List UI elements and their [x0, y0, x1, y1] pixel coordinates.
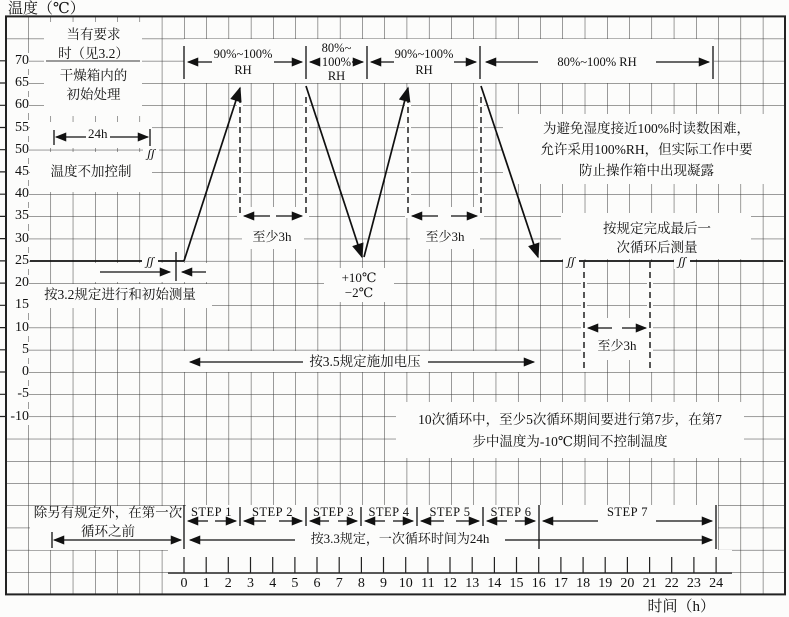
y-axis-label: 35	[7, 208, 29, 224]
y-axis-label: -5	[7, 386, 29, 402]
y-axis-label: 30	[7, 231, 29, 247]
y-axis-label: 10	[7, 320, 29, 336]
x-axis-label: 10	[398, 576, 413, 591]
x-axis-label: 22	[664, 576, 679, 591]
y-axis-label: 40	[7, 186, 29, 202]
condensation-line1: 为避免湿度接近100%时读数困难，	[543, 121, 750, 136]
pretreatment-line1: 当有要求	[66, 27, 121, 42]
step-label: STEP 5	[429, 505, 471, 519]
svg-text:ʃʃ: ʃʃ	[678, 253, 686, 269]
x-axis-label: 1	[202, 576, 210, 591]
cycle-duration-note: 按3.3规定，一次循环时间为24h	[300, 531, 500, 547]
pretreatment-note	[45, 25, 142, 104]
x-axis-label: 2	[224, 576, 232, 591]
x-axis-label: 4	[269, 576, 277, 591]
x-axis-label: 13	[465, 576, 480, 591]
pretreatment-line2: 时（见3.2）	[58, 46, 129, 61]
y-axis-label: 60	[7, 97, 29, 113]
tolerance-line1: +10℃	[341, 270, 377, 285]
step-label: STEP 4	[368, 505, 410, 519]
cycles-note-line1: 10次循环中，至少5次循环期间要进行第7步，在第7	[418, 412, 722, 427]
x-axis-label: 3	[247, 576, 254, 591]
x-axis-label: 15	[509, 576, 524, 591]
svg-text:ʃʃ: ʃʃ	[567, 253, 575, 269]
duration-24h-label: 24h	[88, 126, 108, 141]
initial-measurement-note: 按3.2规定进行和初始测量	[44, 287, 196, 302]
x-axis-label: 9	[380, 576, 387, 591]
y-axis-label: 55	[7, 120, 29, 136]
x-axis-label: 7	[335, 576, 343, 591]
final-measurement-line1: 按规定完成最后一	[603, 221, 711, 236]
y-axis-label: -10	[7, 409, 29, 425]
y-axis-label: 15	[7, 297, 29, 313]
final-measurement-line2: 次循环后测量	[616, 240, 698, 255]
x-axis-label: 14	[487, 576, 502, 591]
step-label: STEP 7	[606, 505, 649, 519]
y-axis-label: 5	[7, 342, 29, 358]
step-label: STEP 1	[190, 505, 233, 519]
voltage-note: 按3.5规定施加电压	[309, 354, 421, 369]
rh-band-1-line2: RH	[234, 63, 252, 77]
y-axis-label: 25	[7, 253, 29, 269]
x-axis-label: 19	[598, 576, 613, 591]
pretreatment-line4: 初始处理	[66, 87, 121, 102]
condensation-line3: 防止操作箱中出现凝露	[579, 163, 714, 178]
no-temp-control-note: 温度不加控制	[50, 164, 132, 179]
x-axis-label: 23	[686, 576, 701, 591]
cycles-note-line2: 步中温度为-10℃期间不控制温度	[472, 434, 668, 449]
x-axis-label: 21	[642, 576, 657, 591]
x-axis-label: 24	[709, 576, 724, 591]
min-3h-label-2: 至少3h	[425, 229, 465, 244]
pretreatment-line3: 干燥箱内的	[59, 68, 128, 83]
before-first-cycle-note	[32, 503, 184, 541]
x-axis-title: 时间（h）	[647, 599, 715, 615]
rh-band-3-line2: RH	[415, 63, 433, 77]
rh-band-4-label: 80%~100% RH	[557, 55, 637, 69]
x-axis-label: 8	[357, 576, 365, 591]
tolerance-label	[324, 270, 394, 300]
y-axis-label: 45	[7, 164, 29, 180]
rh-band-1-label	[203, 46, 283, 78]
rh-band-2-label	[308, 41, 365, 83]
y-axis-label: 0	[7, 364, 29, 380]
condensation-line2: 允许采用100%RH，但实际工作中要	[540, 142, 753, 157]
rh-band-2-line2: 100%	[321, 55, 352, 69]
step-label: STEP 3	[312, 505, 355, 519]
x-axis-label: 18	[576, 576, 591, 591]
x-axis-label: 20	[620, 576, 635, 591]
rh-band-1-line1: 90%~100%	[213, 47, 273, 61]
y-axis-label: 65	[7, 75, 29, 91]
final-measurement-note	[564, 219, 750, 257]
x-axis-label: 0	[180, 576, 188, 591]
x-axis-label: 5	[291, 576, 299, 591]
svg-text:ʃʃ: ʃʃ	[146, 253, 154, 269]
x-axis-label: 11	[421, 576, 435, 591]
y-axis-title: 温度（℃）	[8, 1, 85, 17]
y-axis-label: 20	[7, 275, 29, 291]
x-axis-label: 17	[553, 576, 568, 591]
rh-band-2-line1: 80%~	[321, 41, 352, 55]
min-3h-label-3: 至少3h	[597, 338, 637, 353]
cycles-note	[398, 409, 742, 453]
before-first-cycle-line1: 除另有规定外，在第一次	[33, 505, 183, 520]
rh-band-3-line1: 90%~100%	[394, 47, 454, 61]
x-axis-label: 12	[443, 576, 457, 591]
tolerance-line2: −2℃	[344, 285, 374, 300]
y-axis-label: 70	[7, 53, 29, 69]
step-label: STEP 6	[490, 505, 532, 519]
min-3h-label-1: 至少3h	[252, 229, 292, 244]
rh-band-3-label	[384, 46, 464, 78]
step-label: STEP 2	[251, 505, 294, 519]
before-first-cycle-line2: 循环之前	[81, 524, 135, 539]
x-axis-label: 16	[531, 576, 546, 591]
rh-band-2-line3: RH	[327, 69, 346, 83]
y-axis-label: 50	[7, 142, 29, 158]
x-axis-label: 6	[313, 576, 321, 591]
svg-text:ʃʃ: ʃʃ	[147, 145, 155, 161]
condensation-note	[505, 118, 788, 181]
